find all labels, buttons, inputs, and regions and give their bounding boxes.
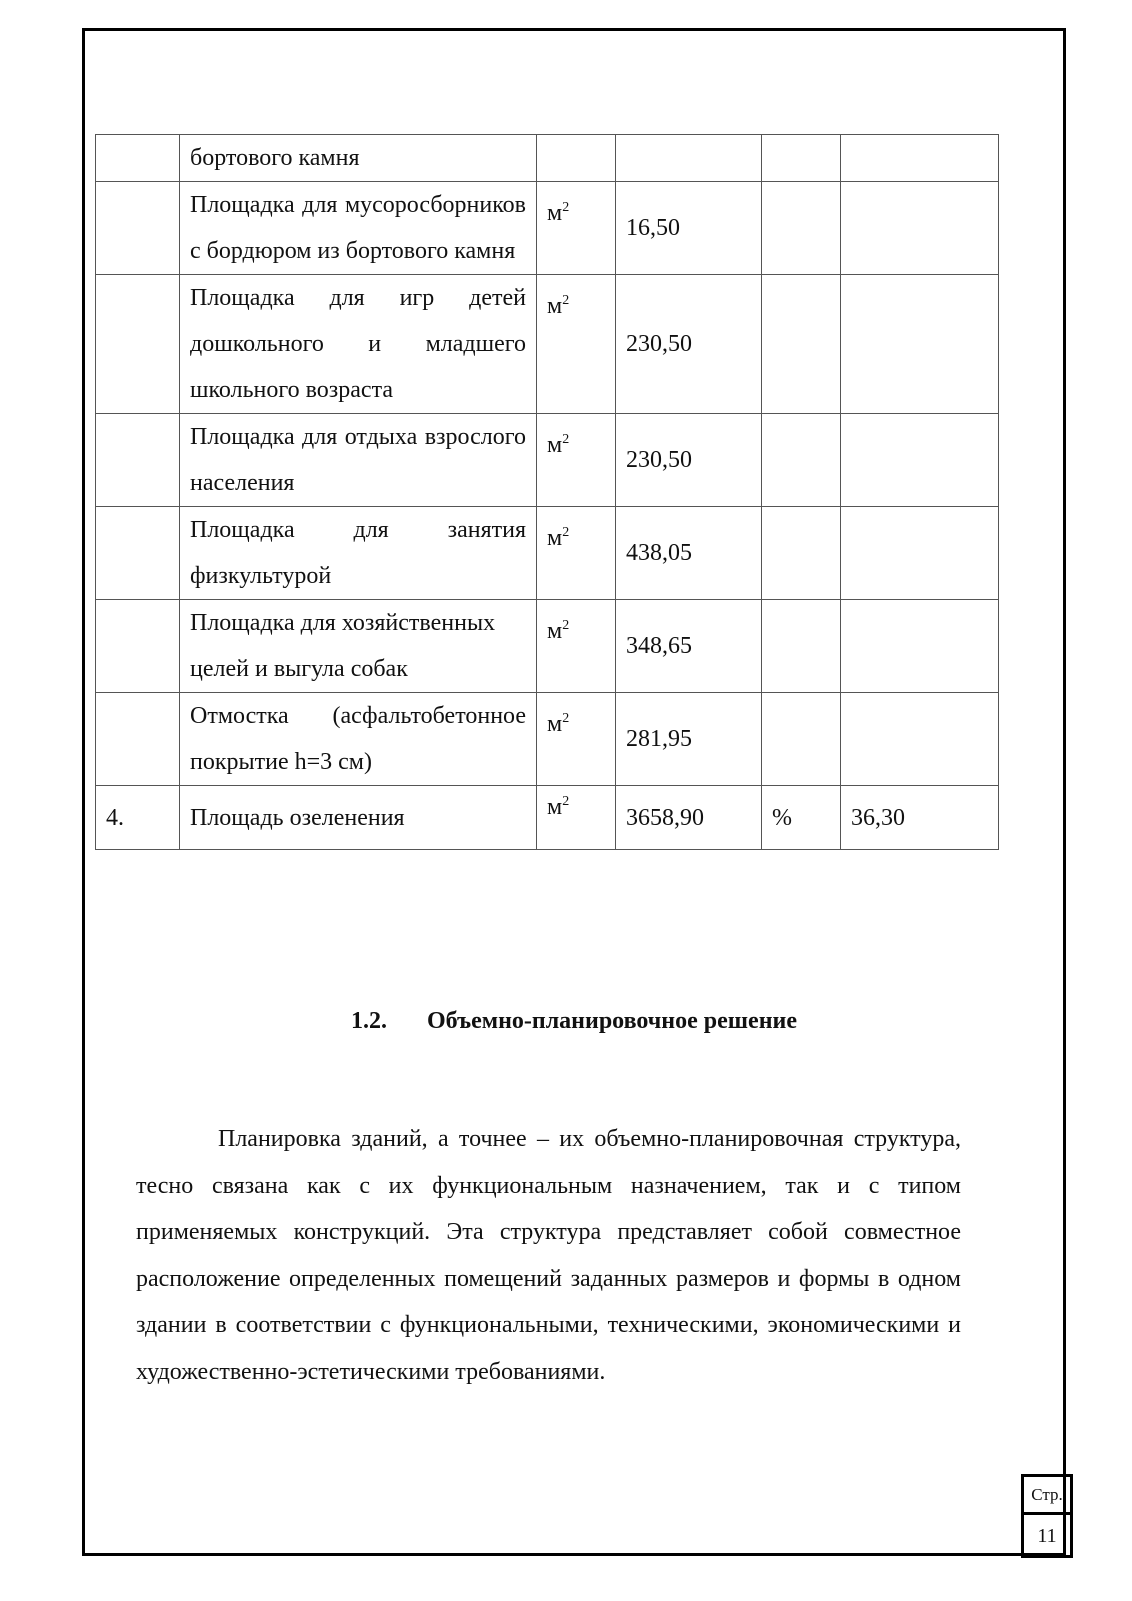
row-name: Отмостка (асфальтобетонное покрытие h=3 см) [180, 693, 537, 786]
row-name: Площадь озеленения [180, 786, 537, 850]
row-name: Площадка для игр детей дошкольного и младшего школьного возраста [180, 275, 537, 414]
row-number [96, 275, 180, 414]
row-value2 [841, 414, 999, 507]
row-number [96, 600, 180, 693]
row-number: 4. [96, 786, 180, 850]
row-name: Площадка для отдыха взрослого населения [180, 414, 537, 507]
row-value: 438,05 [616, 507, 762, 600]
table-row [96, 507, 999, 600]
row-unit: $м^2$ [537, 275, 616, 414]
row-number [96, 135, 180, 182]
row-number [96, 693, 180, 786]
row-unit2 [762, 693, 841, 786]
body-paragraph: Планировка зданий, а точнее – их объемно-планировочная структура, тесно связана как с их функциональным назначением, так и с типом применяемых конструкций. Эта структура представляет собой совместное расположение определенных помещений заданных размеров и формы в одном здании в соответствии с функциональными, техническими, экономическими и художественно-эстетическими требованиями. [136, 1126, 961, 1385]
row-unit2 [762, 414, 841, 507]
areas-table [95, 134, 999, 850]
row-unit: $м^2$ [537, 507, 616, 600]
row-name: бортового камня [180, 135, 537, 182]
row-value2 [841, 275, 999, 414]
row-unit2 [762, 135, 841, 182]
row-number [96, 182, 180, 275]
section-title: Объемно-планировочное решение [427, 1008, 797, 1034]
row-unit2 [762, 600, 841, 693]
row-value: 16,50 [616, 182, 762, 275]
row-value [616, 135, 762, 182]
table-row [96, 275, 999, 414]
row-unit2: % [762, 786, 841, 850]
row-value2 [841, 600, 999, 693]
table-row [96, 135, 999, 182]
page-stamp [1021, 1474, 1073, 1558]
row-value: 348,65 [616, 600, 762, 693]
row-unit: $м^2$ [537, 786, 616, 850]
row-unit: $м^2$ [537, 182, 616, 275]
section-heading [82, 1008, 1066, 1035]
row-unit2 [762, 507, 841, 600]
page-label: Стр. [1024, 1477, 1070, 1515]
row-number [96, 414, 180, 507]
row-name: Площадка для занятия физкультурой [180, 507, 537, 600]
table-row [96, 786, 999, 850]
table-row [96, 693, 999, 786]
row-name: Площадка для мусоросборников с бордюром из бортового камня [180, 182, 537, 275]
row-number [96, 507, 180, 600]
row-name: Площадка для хозяйственных целей и выгула собак [180, 600, 537, 693]
table-row [96, 182, 999, 275]
row-value: 230,50 [616, 275, 762, 414]
row-unit2 [762, 275, 841, 414]
section-number: 1.2. [351, 1008, 387, 1034]
row-unit: $м^2$ [537, 693, 616, 786]
row-unit: $м^2$ [537, 600, 616, 693]
table-row [96, 600, 999, 693]
table-row [96, 414, 999, 507]
row-value: 3658,90 [616, 786, 762, 850]
row-unit [537, 135, 616, 182]
page-number: 11 [1037, 1525, 1057, 1547]
row-value: 230,50 [616, 414, 762, 507]
row-value2 [841, 693, 999, 786]
row-value: 281,95 [616, 693, 762, 786]
row-value2 [841, 135, 999, 182]
row-value2 [841, 507, 999, 600]
row-unit: $м^2$ [537, 414, 616, 507]
row-value2 [841, 182, 999, 275]
row-value2: 36,30 [841, 786, 999, 850]
row-unit2 [762, 182, 841, 275]
